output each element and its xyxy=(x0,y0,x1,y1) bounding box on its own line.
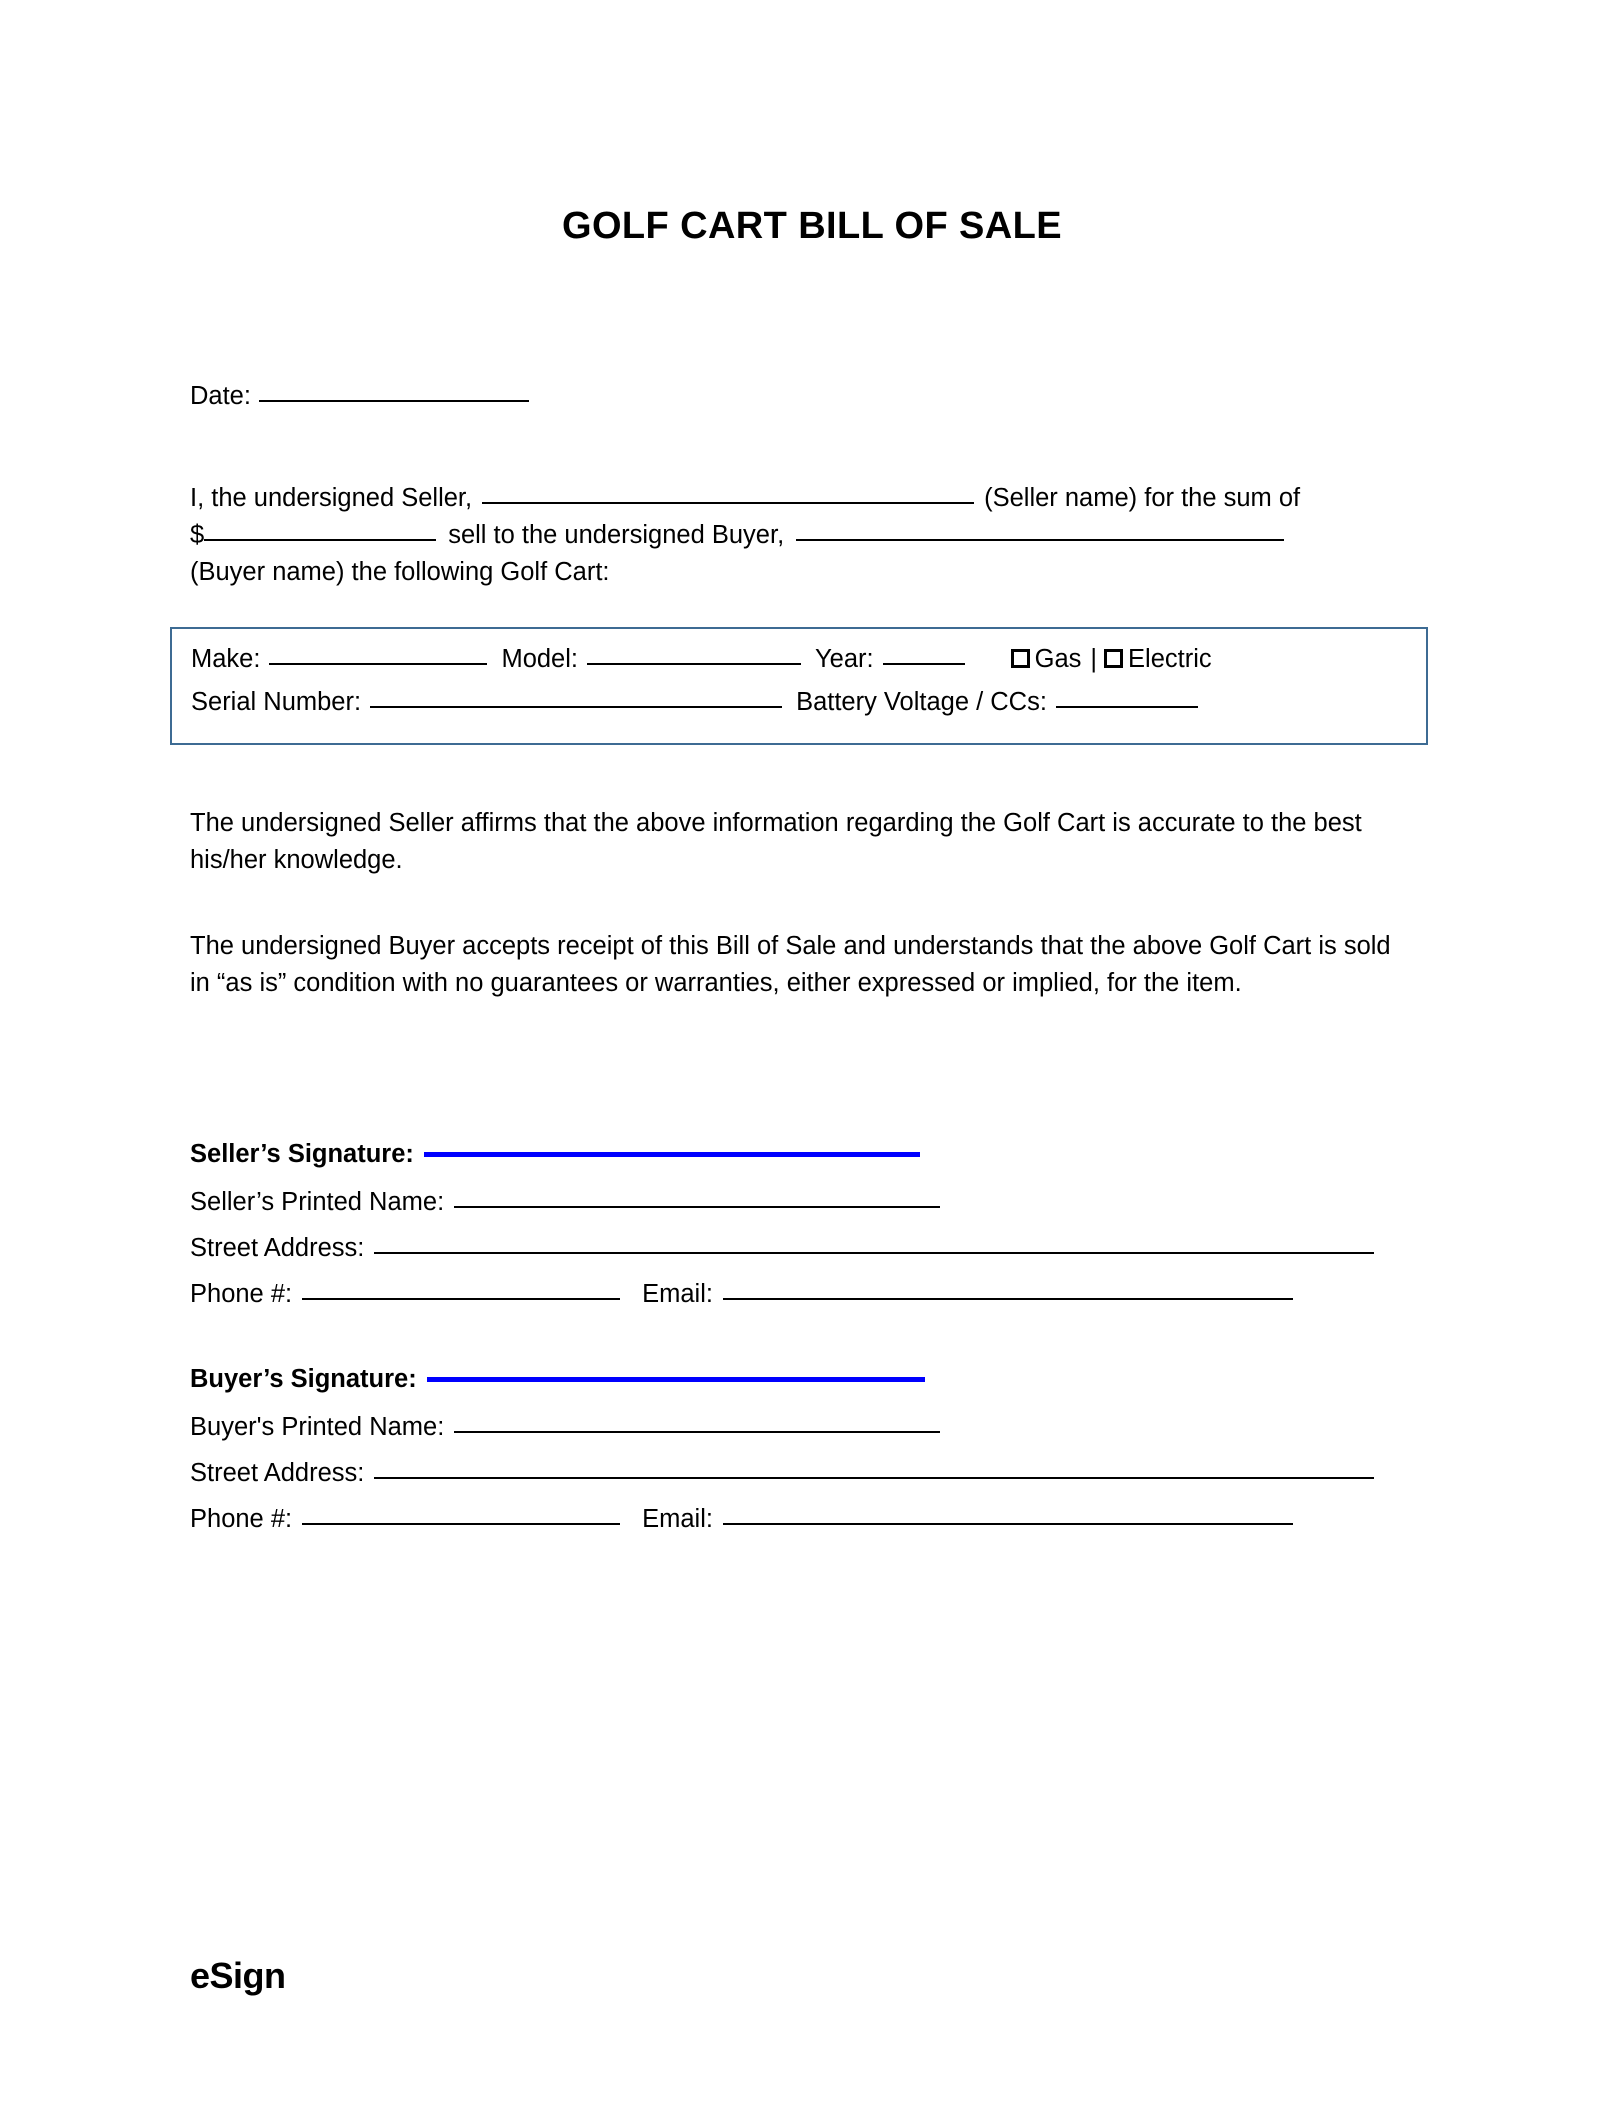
buyer-acceptance-paragraph: The undersigned Buyer accepts receipt of this Bill of Sale and understands that the above Golf Cart is sold in “as is” condition with no guarantees or warranties, either expressed or implied, for the item. xyxy=(190,932,1391,997)
sell-to-text: sell to the undersigned Buyer, xyxy=(448,521,785,549)
model-input-blank[interactable] xyxy=(587,663,801,665)
seller-phone-blank[interactable] xyxy=(302,1298,620,1300)
seller-printed-name-row xyxy=(190,1188,1400,1234)
buyer-street-address-label: Street Address: xyxy=(190,1459,365,1487)
vehicle-row-serial-battery xyxy=(191,688,1198,717)
electric-checkbox[interactable] xyxy=(1104,649,1123,668)
seller-signature-row xyxy=(190,1140,1400,1188)
buyer-name-hint: (Buyer name) the following Golf Cart: xyxy=(190,558,610,586)
gas-checkbox[interactable] xyxy=(1011,649,1030,668)
intro-line-2 xyxy=(190,517,1400,554)
seller-street-address-label: Street Address: xyxy=(190,1234,365,1262)
dollar-sign: $ xyxy=(190,521,205,549)
page-title: GOLF CART BILL OF SALE xyxy=(562,205,1062,247)
seller-printed-name-blank[interactable] xyxy=(454,1206,940,1208)
buyer-email-label: Email: xyxy=(642,1505,713,1533)
intro-paragraph xyxy=(190,480,1400,591)
buyer-street-address-blank[interactable] xyxy=(374,1477,1374,1479)
battery-voltage-blank[interactable] xyxy=(1056,706,1198,708)
seller-affirmation-paragraph: The undersigned Seller affirms that the above information regarding the Golf Cart is accurate to the best his/her knowledge. xyxy=(190,809,1362,874)
buyer-printed-name-label: Buyer's Printed Name: xyxy=(190,1413,445,1441)
seller-street-address-blank[interactable] xyxy=(374,1252,1374,1254)
serial-number-label: Serial Number: xyxy=(191,688,362,716)
battery-voltage-label: Battery Voltage / CCs: xyxy=(796,688,1047,716)
seller-signature-line[interactable] xyxy=(424,1152,920,1157)
seller-intro-text: I, the undersigned Seller, xyxy=(190,484,473,512)
intro-line-1 xyxy=(190,480,1400,517)
seller-printed-name-label: Seller’s Printed Name: xyxy=(190,1188,445,1216)
seller-name-hint: (Seller name) for the sum of xyxy=(984,484,1301,512)
year-label: Year: xyxy=(815,645,874,673)
buyer-street-address-row xyxy=(190,1459,1400,1505)
model-label: Model: xyxy=(501,645,578,673)
buyer-name-blank[interactable] xyxy=(796,539,1284,541)
buyer-email-blank[interactable] xyxy=(723,1523,1293,1525)
buyer-phone-blank[interactable] xyxy=(302,1523,620,1525)
esign-logo: eSign xyxy=(190,1955,286,1996)
year-input-blank[interactable] xyxy=(883,663,965,665)
date-blank-line[interactable] xyxy=(259,400,529,402)
sale-amount-blank[interactable] xyxy=(204,539,436,541)
buyer-contact-row xyxy=(190,1505,1400,1551)
buyer-printed-name-blank[interactable] xyxy=(454,1431,940,1433)
fuel-type-separator: | xyxy=(1090,645,1098,673)
serial-number-blank[interactable] xyxy=(370,706,782,708)
seller-name-blank[interactable] xyxy=(482,502,974,504)
intro-line-3 xyxy=(190,554,1400,591)
vehicle-row-make-model-year xyxy=(191,645,1212,674)
gas-label: Gas xyxy=(1034,645,1082,673)
buyer-signature-row xyxy=(190,1365,1400,1413)
seller-signature-label: Seller’s Signature: xyxy=(190,1140,414,1168)
buyer-signature-line[interactable] xyxy=(427,1377,925,1382)
make-label: Make: xyxy=(191,645,261,673)
electric-label: Electric xyxy=(1128,645,1212,673)
date-field-row xyxy=(190,378,1400,415)
buyer-signature-label: Buyer’s Signature: xyxy=(190,1365,417,1393)
seller-street-address-row xyxy=(190,1234,1400,1280)
buyer-phone-label: Phone #: xyxy=(190,1505,293,1533)
vehicle-details-box xyxy=(170,627,1428,745)
seller-email-blank[interactable] xyxy=(723,1298,1293,1300)
date-label: Date: xyxy=(190,382,251,410)
buyer-signature-block xyxy=(190,1365,1400,1551)
seller-signature-block xyxy=(190,1140,1400,1326)
seller-email-label: Email: xyxy=(642,1280,713,1308)
seller-phone-label: Phone #: xyxy=(190,1280,293,1308)
seller-contact-row xyxy=(190,1280,1400,1326)
buyer-printed-name-row xyxy=(190,1413,1400,1459)
make-input-blank[interactable] xyxy=(269,663,487,665)
